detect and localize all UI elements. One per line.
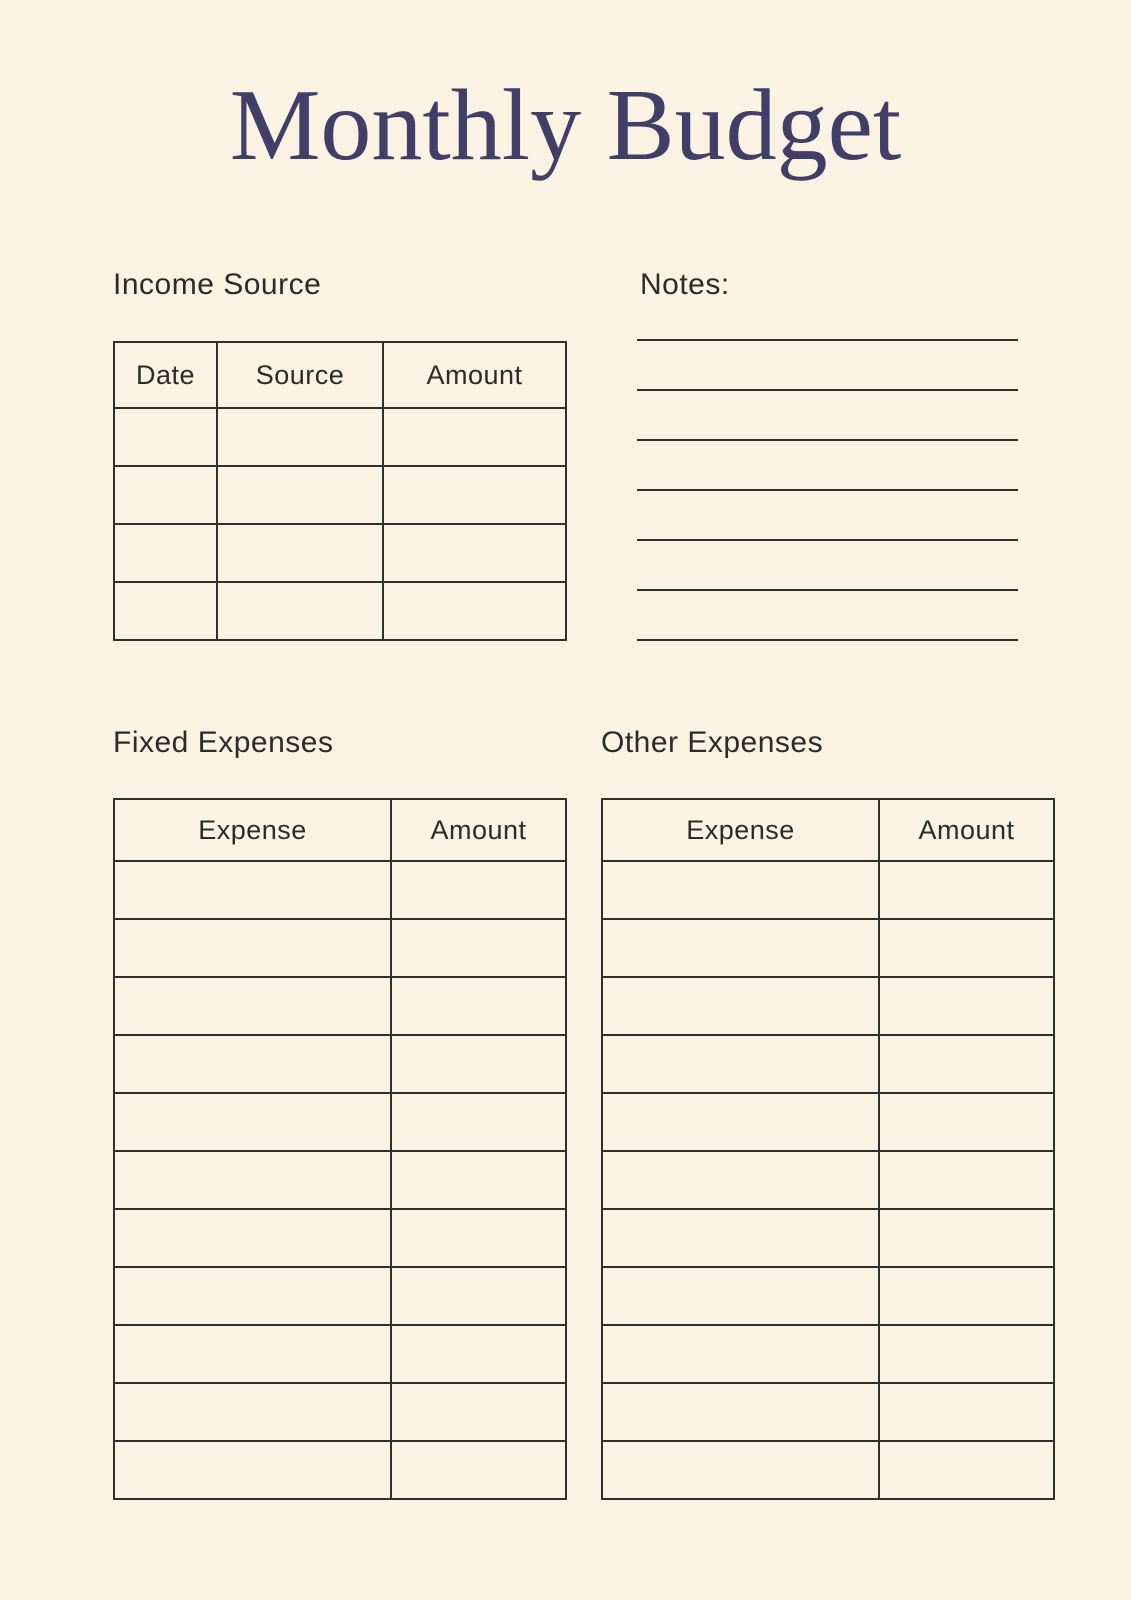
- table-cell[interactable]: [602, 977, 879, 1035]
- notes-line[interactable]: [637, 441, 1018, 491]
- table-cell[interactable]: [602, 1383, 879, 1441]
- notes-line[interactable]: [637, 491, 1018, 541]
- table-cell[interactable]: [217, 408, 383, 466]
- column-header-expense: Expense: [114, 799, 391, 861]
- table-cell[interactable]: [879, 1325, 1054, 1383]
- table-cell[interactable]: [391, 1383, 566, 1441]
- table-cell[interactable]: [114, 919, 391, 977]
- table-row: [114, 582, 566, 640]
- table-cell[interactable]: [391, 1267, 566, 1325]
- table-cell[interactable]: [114, 1267, 391, 1325]
- column-header-amount: Amount: [383, 342, 566, 408]
- table-row: [114, 1093, 566, 1151]
- table-row: [602, 1151, 1054, 1209]
- table-cell[interactable]: [879, 1267, 1054, 1325]
- notes-heading: Notes:: [640, 268, 730, 301]
- table-row: [114, 861, 566, 919]
- notes-lines: [637, 291, 1018, 641]
- table-cell[interactable]: [114, 977, 391, 1035]
- table-row: [602, 977, 1054, 1035]
- table-cell[interactable]: [217, 524, 383, 582]
- table-cell[interactable]: [114, 1035, 391, 1093]
- table-cell[interactable]: [602, 919, 879, 977]
- table-cell[interactable]: [879, 1441, 1054, 1499]
- table-cell[interactable]: [879, 1035, 1054, 1093]
- table-cell[interactable]: [391, 977, 566, 1035]
- table-cell[interactable]: [383, 466, 566, 524]
- table-row: [602, 1209, 1054, 1267]
- column-header-expense: Expense: [602, 799, 879, 861]
- table-cell[interactable]: [383, 408, 566, 466]
- table-cell[interactable]: [602, 1209, 879, 1267]
- other-expenses-table: [601, 798, 1055, 1500]
- table-row: [114, 1151, 566, 1209]
- table-row: [114, 1383, 566, 1441]
- column-header-amount: Amount: [391, 799, 566, 861]
- income-table: [113, 341, 567, 641]
- table-cell[interactable]: [114, 408, 217, 466]
- table-cell[interactable]: [602, 1151, 879, 1209]
- table-cell[interactable]: [217, 582, 383, 640]
- table-row: [114, 1035, 566, 1093]
- table-cell[interactable]: [602, 1267, 879, 1325]
- table-cell[interactable]: [114, 1093, 391, 1151]
- table-cell[interactable]: [391, 1035, 566, 1093]
- table-cell[interactable]: [114, 1209, 391, 1267]
- table-cell[interactable]: [602, 1035, 879, 1093]
- table-row: [602, 1383, 1054, 1441]
- table-cell[interactable]: [114, 1325, 391, 1383]
- table-row: [114, 524, 566, 582]
- table-cell[interactable]: [114, 1441, 391, 1499]
- table-row: [602, 1093, 1054, 1151]
- table-cell[interactable]: [602, 861, 879, 919]
- table-cell[interactable]: [879, 919, 1054, 977]
- page-title: Monthly Budget: [229, 69, 902, 182]
- table-cell[interactable]: [114, 861, 391, 919]
- table-cell[interactable]: [114, 1383, 391, 1441]
- table-cell[interactable]: [114, 466, 217, 524]
- notes-line[interactable]: [637, 541, 1018, 591]
- income-source-heading: Income Source: [113, 268, 322, 301]
- table-cell[interactable]: [391, 1441, 566, 1499]
- table-row: [602, 1441, 1054, 1499]
- table-cell[interactable]: [391, 1325, 566, 1383]
- table-row: [602, 1325, 1054, 1383]
- table-cell[interactable]: [114, 524, 217, 582]
- table-cell[interactable]: [602, 1325, 879, 1383]
- table-cell[interactable]: [114, 582, 217, 640]
- table-cell[interactable]: [391, 861, 566, 919]
- table-row: [602, 1267, 1054, 1325]
- table-row: [114, 1325, 566, 1383]
- table-row: [114, 1267, 566, 1325]
- table-cell[interactable]: [602, 1441, 879, 1499]
- table-cell[interactable]: [879, 1209, 1054, 1267]
- notes-line[interactable]: [637, 291, 1018, 341]
- table-cell[interactable]: [879, 1093, 1054, 1151]
- table-cell[interactable]: [391, 1151, 566, 1209]
- column-header-amount: Amount: [879, 799, 1054, 861]
- table-row: [602, 1035, 1054, 1093]
- table-row: [114, 408, 566, 466]
- table-cell[interactable]: [383, 524, 566, 582]
- notes-line[interactable]: [637, 591, 1018, 641]
- table-cell[interactable]: [879, 1383, 1054, 1441]
- header-row: [602, 799, 1054, 861]
- table-cell[interactable]: [879, 861, 1054, 919]
- notes-line[interactable]: [637, 341, 1018, 391]
- table-cell[interactable]: [391, 919, 566, 977]
- column-header-source: Source: [217, 342, 383, 408]
- table-cell[interactable]: [391, 1093, 566, 1151]
- header-row: [114, 799, 566, 861]
- table-cell[interactable]: [602, 1093, 879, 1151]
- header-row: [114, 342, 566, 408]
- table-cell[interactable]: [383, 582, 566, 640]
- fixed-expenses-table: [113, 798, 567, 1500]
- fixed-expenses-heading: Fixed Expenses: [113, 726, 334, 759]
- table-row: [114, 977, 566, 1035]
- table-row: [602, 861, 1054, 919]
- table-row: [114, 1441, 566, 1499]
- table-row: [114, 1209, 566, 1267]
- notes-line[interactable]: [637, 391, 1018, 441]
- column-header-date: Date: [114, 342, 217, 408]
- other-expenses-heading: Other Expenses: [601, 726, 824, 759]
- table-row: [114, 466, 566, 524]
- table-cell[interactable]: [114, 1151, 391, 1209]
- table-row: [114, 919, 566, 977]
- table-row: [602, 919, 1054, 977]
- table-cell[interactable]: [879, 977, 1054, 1035]
- table-cell[interactable]: [217, 466, 383, 524]
- table-cell[interactable]: [391, 1209, 566, 1267]
- table-cell[interactable]: [879, 1151, 1054, 1209]
